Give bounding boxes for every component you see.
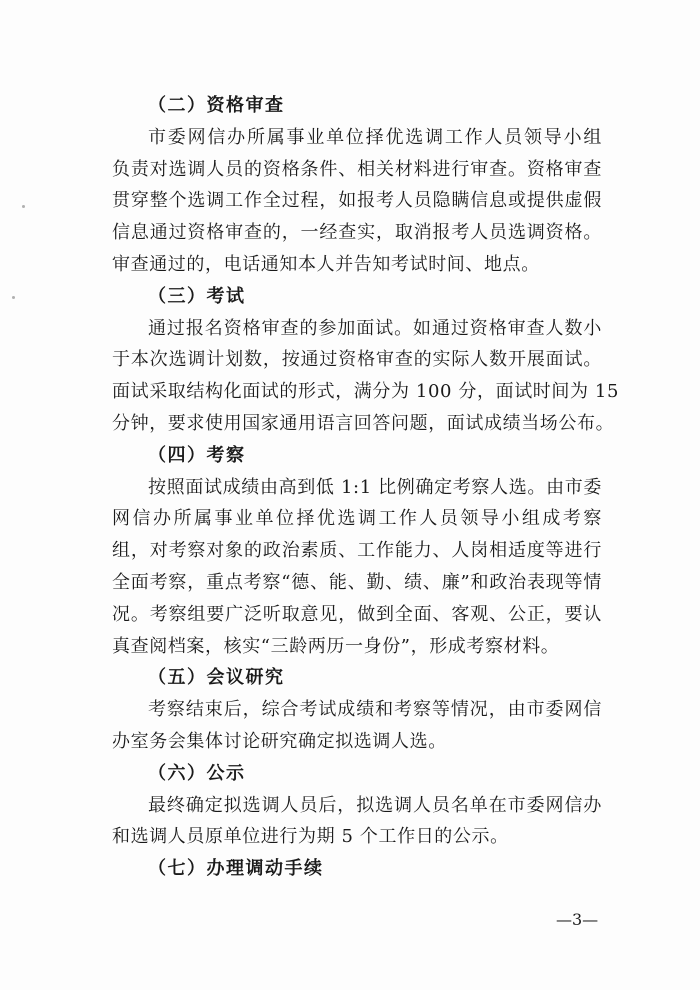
paragraph-line: 贯穿整个选调工作全过程，如报考人员隐瞒信息或提供虚假 xyxy=(112,190,602,212)
scan-speck xyxy=(12,296,15,299)
paragraph-line: 市委网信办所属事业单位择优选调工作人员领导小组 xyxy=(148,126,602,148)
paragraph-line: 最终确定拟选调人员后，拟选调人员名单在市委网信办 xyxy=(148,794,602,816)
paragraph-line: 况。考察组要广泛听取意见，做到全面、客观、公正，要认 xyxy=(112,603,602,625)
paragraph-line: 网信办所属事业单位择优选调工作人员领导小组成考察 xyxy=(112,508,602,530)
paragraph-line: 和选调人员原单位进行为期 5 个工作日的公示。 xyxy=(112,826,509,848)
paragraph-line: 负责对选调人员的资格条件、相关材料进行审查。资格审查 xyxy=(112,158,602,180)
section-heading-exam: （三）考试 xyxy=(148,285,246,307)
section-heading-qualification-review: （二）资格审查 xyxy=(148,95,285,116)
section-heading-publicity: （六）公示 xyxy=(148,762,246,784)
paragraph-line: 真查阅档案，核实“三龄两历一身份”，形成考察材料。 xyxy=(112,635,560,657)
paragraph-line: 信息通过资格审查的，一经查实，取消报考人员选调资格。 xyxy=(112,222,602,244)
paragraph-line: 于本次选调计划数，按通过资格审查的实际人数开展面试。 xyxy=(112,349,602,371)
document-body xyxy=(112,90,620,885)
section-heading-inspection: （四）考察 xyxy=(148,444,246,466)
section-heading-meeting-study: （五）会议研究 xyxy=(148,667,285,689)
paragraph-line: 面试采取结构化面试的形式，满分为 100 分，面试时间为 15 xyxy=(112,381,620,403)
scan-speck xyxy=(22,205,25,208)
paragraph-line: 审查通过的，电话通知本人并告知考试时间、地点。 xyxy=(112,253,540,275)
paragraph-line: 全面考察，重点考察“德、能、勤、绩、廉”和政治表现等情 xyxy=(112,571,602,593)
paragraph-line: 考察结束后，综合考试成绩和考察等情况，由市委网信 xyxy=(148,699,602,721)
paragraph-line: 通过报名资格审查的参加面试。如通过资格审查人数小 xyxy=(148,317,602,339)
paragraph-line: 组，对考察对象的政治素质、工作能力、人岗相适度等进行 xyxy=(112,540,602,562)
page-number: —3— xyxy=(556,910,599,929)
section-heading-transfer-procedures: （七）办理调动手续 xyxy=(148,858,324,880)
paragraph-line: 办室务会集体讨论研究确定拟选调人选。 xyxy=(112,730,447,752)
paragraph-line: 分钟，要求使用国家通用语言回答问题，面试成绩当场公布。 xyxy=(112,412,615,434)
paragraph-line: 按照面试成绩由高到低 1:1 比例确定考察人选。由市委 xyxy=(148,476,602,498)
